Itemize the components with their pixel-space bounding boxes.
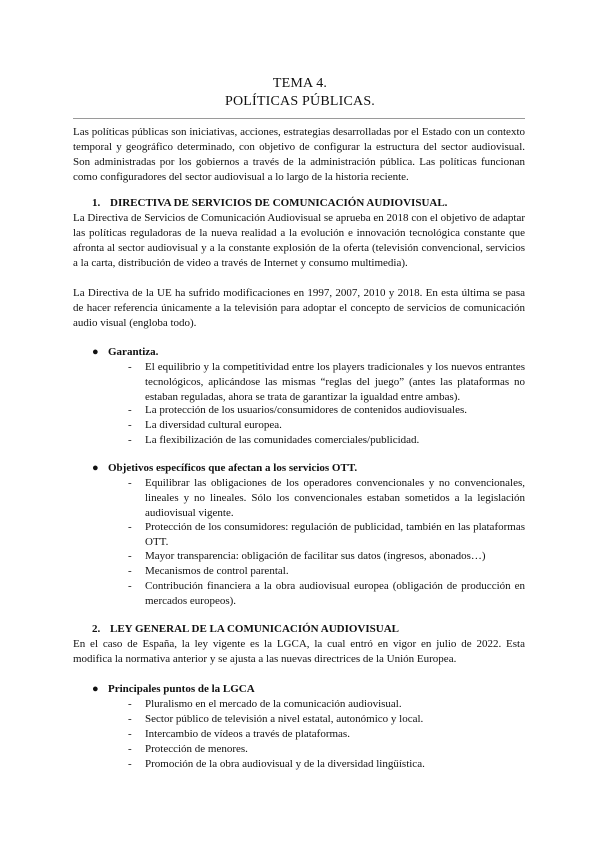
section-2-number: 2. (92, 623, 101, 635)
section-1-number: 1. (92, 197, 101, 209)
list-item: - Mayor transparencia: obligación de facilitar sus datos (ingresos, abonados…) (128, 550, 486, 562)
list-item: - Contribución financiera a la obra audiovisual europea (obligación de producción en mercados europeos). (128, 580, 525, 607)
dash-icon: - (128, 728, 132, 740)
bullet-garantiza (92, 345, 158, 360)
dash-icon: - (128, 404, 132, 416)
section-2-paragraph-1: En el caso de España, la ley vigente es la LGCA, la cual entró en vigor en julio de 2022. Esta modifica la normativa anterior y se ajusta a las nuevas directrices de la Unión Europea. (73, 638, 525, 665)
list-item: - Mecanismos de control parental. (128, 565, 289, 577)
dash-icon: - (128, 550, 132, 562)
dash-icon: - (128, 477, 132, 489)
bullet-label: Principales puntos de la LGCA (108, 683, 255, 695)
bullet-icon: ● (92, 346, 99, 358)
bullet-icon: ● (92, 683, 99, 695)
section-2-heading (92, 622, 399, 637)
list-item: - Promoción de la obra audiovisual y de la diversidad lingüística. (128, 758, 425, 770)
document-title: TEMA 4. (272, 76, 328, 91)
list-item: - El equilibrio y la competitividad entre los players tradicionales y los nuevos entrantes tecnológicos, aplicándose las mismas “reglas del juego” (antes las plataformas no estaban reguladas, ahora se trata de garantizar la igualdad entre ambas). (128, 361, 525, 403)
dash-icon: - (128, 758, 132, 770)
bullet-icon: ● (92, 462, 99, 474)
section-1-heading (92, 196, 447, 211)
dash-icon: - (128, 434, 132, 446)
dash-icon: - (128, 565, 132, 577)
bullet-label: Objetivos específicos que afectan a los servicios OTT. (108, 462, 358, 474)
document-subtitle: POLÍTICAS PÚBLICAS. (224, 94, 376, 109)
list-item: - Equilibrar las obligaciones de los operadores convencionales y no convencionales, lineales y no lineales. Sólo los convencionales estaban sometidos a la legislación audiovisual vigente. (128, 477, 525, 519)
list-item: - Protección de los consumidores: regulación de publicidad, también en las plataformas OTT. (128, 521, 525, 548)
section-1-paragraph-2: La Directiva de la UE ha sufrido modificaciones en 1997, 2007, 2010 y 2018. En esta última se pasa de hacer referencia únicamente a la televisión para adoptar el concepto de servicios de comunicación audio visual (engloba todo). (73, 287, 525, 329)
list-item: - Sector público de televisión a nivel estatal, autonómico y local. (128, 713, 424, 725)
bullet-principales (92, 682, 255, 697)
bullet-label: Garantiza. (108, 346, 159, 358)
dash-icon: - (128, 580, 132, 592)
dash-icon: - (128, 698, 132, 710)
list-item: - La flexibilización de las comunidades comerciales/publicidad. (128, 434, 420, 446)
bullet-objetivos (92, 461, 357, 476)
list-item: - Intercambio de vídeos a través de plataformas. (128, 728, 350, 740)
list-item: - La diversidad cultural europea. (128, 419, 282, 431)
section-2-title: LEY GENERAL DE LA COMUNICACIÓN AUDIOVISUAL (110, 623, 399, 635)
list-item: - Pluralismo en el mercado de la comunicación audiovisual. (128, 698, 402, 710)
dash-icon: - (128, 419, 132, 431)
section-1-title: DIRECTIVA DE SERVICIOS DE COMUNICACIÓN AUDIOVISUAL. (110, 197, 448, 209)
dash-icon: - (128, 521, 132, 533)
list-item: - La protección de los usuarios/consumidores de contenidos audiovisuales. (128, 404, 467, 416)
dash-icon: - (128, 713, 132, 725)
section-1-paragraph-1: La Directiva de Servicios de Comunicación Audiovisual se aprueba en 2018 con el objetivo de adaptar las políticas reguladoras de la nueva realidad a la evolución e innovación tecnológica constante que afronta al sector audiovisual y a la constante explosión de la oferta (televisión convencional, servicios a la carta, distribución de video a través de Internet y consumo multimedia). (73, 212, 525, 269)
intro-paragraph: Las políticas públicas son iniciativas, acciones, estrategias desarrolladas por el Estado con un contexto temporal y geográfico determinado, con objetivo de configurar la estructura del sector audiovisual. Son administradas por los gobiernos a través de la administración pública. Las políticas funcionan como configuradores del sector audiovisual a lo largo de la historia reciente. (73, 126, 525, 183)
dash-icon: - (128, 361, 132, 373)
dash-icon: - (128, 743, 132, 755)
list-item: - Protección de menores. (128, 743, 248, 755)
title-divider (73, 118, 525, 119)
